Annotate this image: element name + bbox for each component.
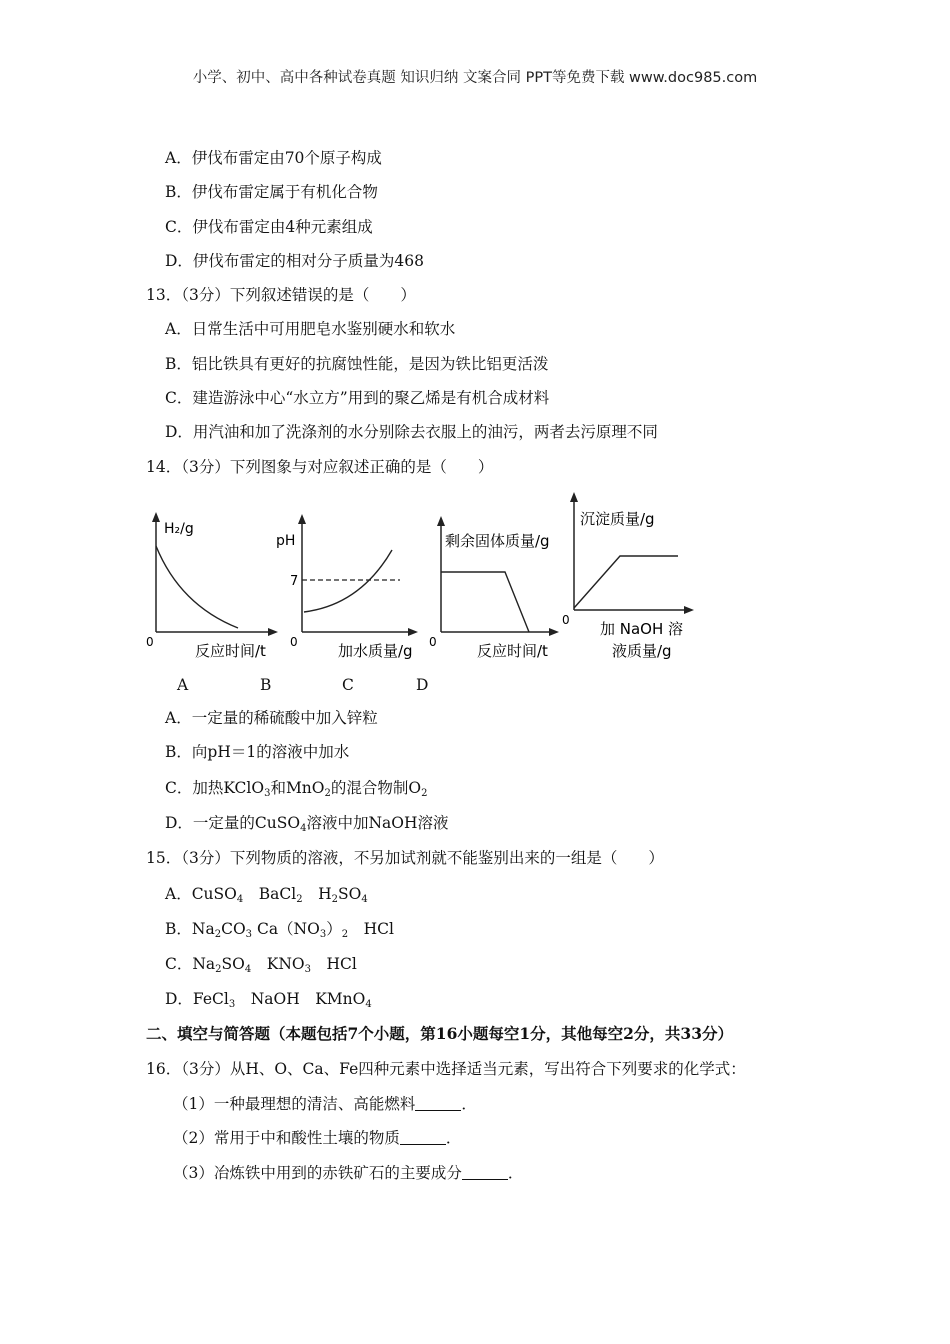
q15-option-d: D．FeCl$_3$ NaOH KMnO$_4$	[165, 990, 372, 1010]
q16-item-1: （1）一种最理想的清洁、高能燃料 ．	[173, 1095, 477, 1113]
q16-item-3: （3）冶炼铁中用到的赤铁矿石的主要成分 ．	[173, 1164, 524, 1182]
q14-option-c: C．加热KClO$_3$和MnO$_2$的混合物制$O_2$	[165, 779, 428, 799]
q14-option-b: B．向pH＝1的溶液中加水	[165, 743, 350, 761]
graph-c-ylabel: 剩余固体质量/g	[445, 532, 550, 550]
q14-stem: 14．（3分）下列图象与对应叙述正确的是（ ）	[146, 458, 494, 476]
q12-option-a: A．伊伐布雷定由70个原子构成	[165, 149, 382, 167]
q12-option-b: B．伊伐布雷定属于有机化合物	[165, 183, 378, 201]
q12-option-c: C．伊伐布雷定由4种元素组成	[165, 218, 373, 236]
graph-b-origin: 0	[290, 635, 298, 649]
q14-option-a: A．一定量的稀硫酸中加入锌粒	[165, 709, 378, 727]
graph-d	[560, 490, 700, 665]
graph-label-a: A	[177, 676, 189, 694]
q13-stem: 13．（3分）下列叙述错误的是（ ）	[146, 286, 416, 304]
graph-b-ylabel: pH	[276, 533, 296, 549]
graph-b-curve	[304, 550, 392, 612]
answer-blank[interactable]	[462, 1165, 508, 1180]
graph-d-line	[574, 556, 678, 608]
graph-b	[276, 510, 420, 670]
graph-d-xlabel-2: 液质量/g	[612, 642, 672, 660]
q16-stem: 16．（3分）从H、O、Ca、Fe四种元素中选择适当元素，写出符合下列要求的化学式：	[146, 1060, 746, 1078]
graph-c-xlabel: 反应时间/t	[477, 642, 548, 660]
q13-option-d: D．用汽油和加了洗涤剂的水分别除去衣服上的油污，两者去污原理不同	[165, 423, 658, 441]
graph-a-origin: 0	[146, 635, 154, 649]
answer-blank[interactable]	[415, 1096, 461, 1111]
q13-option-c: C．建造游泳中心“水立方”用到的聚乙烯是有机合成材料	[165, 389, 550, 407]
graph-a	[140, 510, 280, 670]
graph-b-ref: 7	[290, 574, 299, 589]
graph-c-origin: 0	[429, 635, 437, 649]
graph-c-line	[441, 572, 529, 632]
q15-option-c: C．$Na_2SO_4$ $KNO_3$ HCl	[165, 955, 357, 975]
q15-option-b: B．$Na_2CO_3$ $Ca(NO_3)_2$ HCl	[165, 920, 394, 940]
q14-option-d: D．一定量的CuSO$_4$溶液中加NaOH溶液	[165, 814, 449, 834]
graph-d-origin: 0	[562, 613, 570, 627]
graph-d-ylabel: 沉淀质量/g	[580, 510, 655, 528]
q13-option-a: A．日常生活中可用肥皂水鉴别硬水和软水	[165, 320, 456, 338]
q15-option-a: A．CuSO$_4$ BaCl$_2$ $H_2SO_4$	[165, 885, 368, 905]
graph-a-ylabel: H₂/g	[164, 521, 194, 537]
graph-a-curve	[156, 546, 238, 628]
q16-item-2: （2）常用于中和酸性土壤的物质 ．	[173, 1129, 462, 1147]
page-header: 小学、初中、高中各种试卷真题 知识归纳 文案合同 PPT等免费下载 www.doc985.com	[192, 70, 758, 86]
graph-d-xlabel-1: 加 NaOH 溶	[600, 620, 684, 638]
section-heading: 二、填空与简答题（本题包括7个小题，第16小题每空1分，其他每空2分，共33分）	[146, 1024, 733, 1043]
graph-c	[425, 510, 565, 670]
q12-option-d: D．伊伐布雷定的相对分子质量为468	[165, 252, 425, 270]
graph-label-c: C	[342, 676, 354, 694]
q15-stem: 15．（3分）下列物质的溶液，不另加试剂就不能鉴别出来的一组是（ ）	[146, 849, 664, 867]
answer-blank[interactable]	[400, 1130, 446, 1145]
graph-label-d: D	[416, 676, 429, 694]
graph-a-xlabel: 反应时间/t	[195, 642, 266, 660]
graph-b-xlabel: 加水质量/g	[338, 642, 413, 660]
graph-label-b: B	[260, 676, 272, 694]
q13-option-b: B．铝比铁具有更好的抗腐蚀性能，是因为铁比铝更活泼	[165, 355, 549, 373]
